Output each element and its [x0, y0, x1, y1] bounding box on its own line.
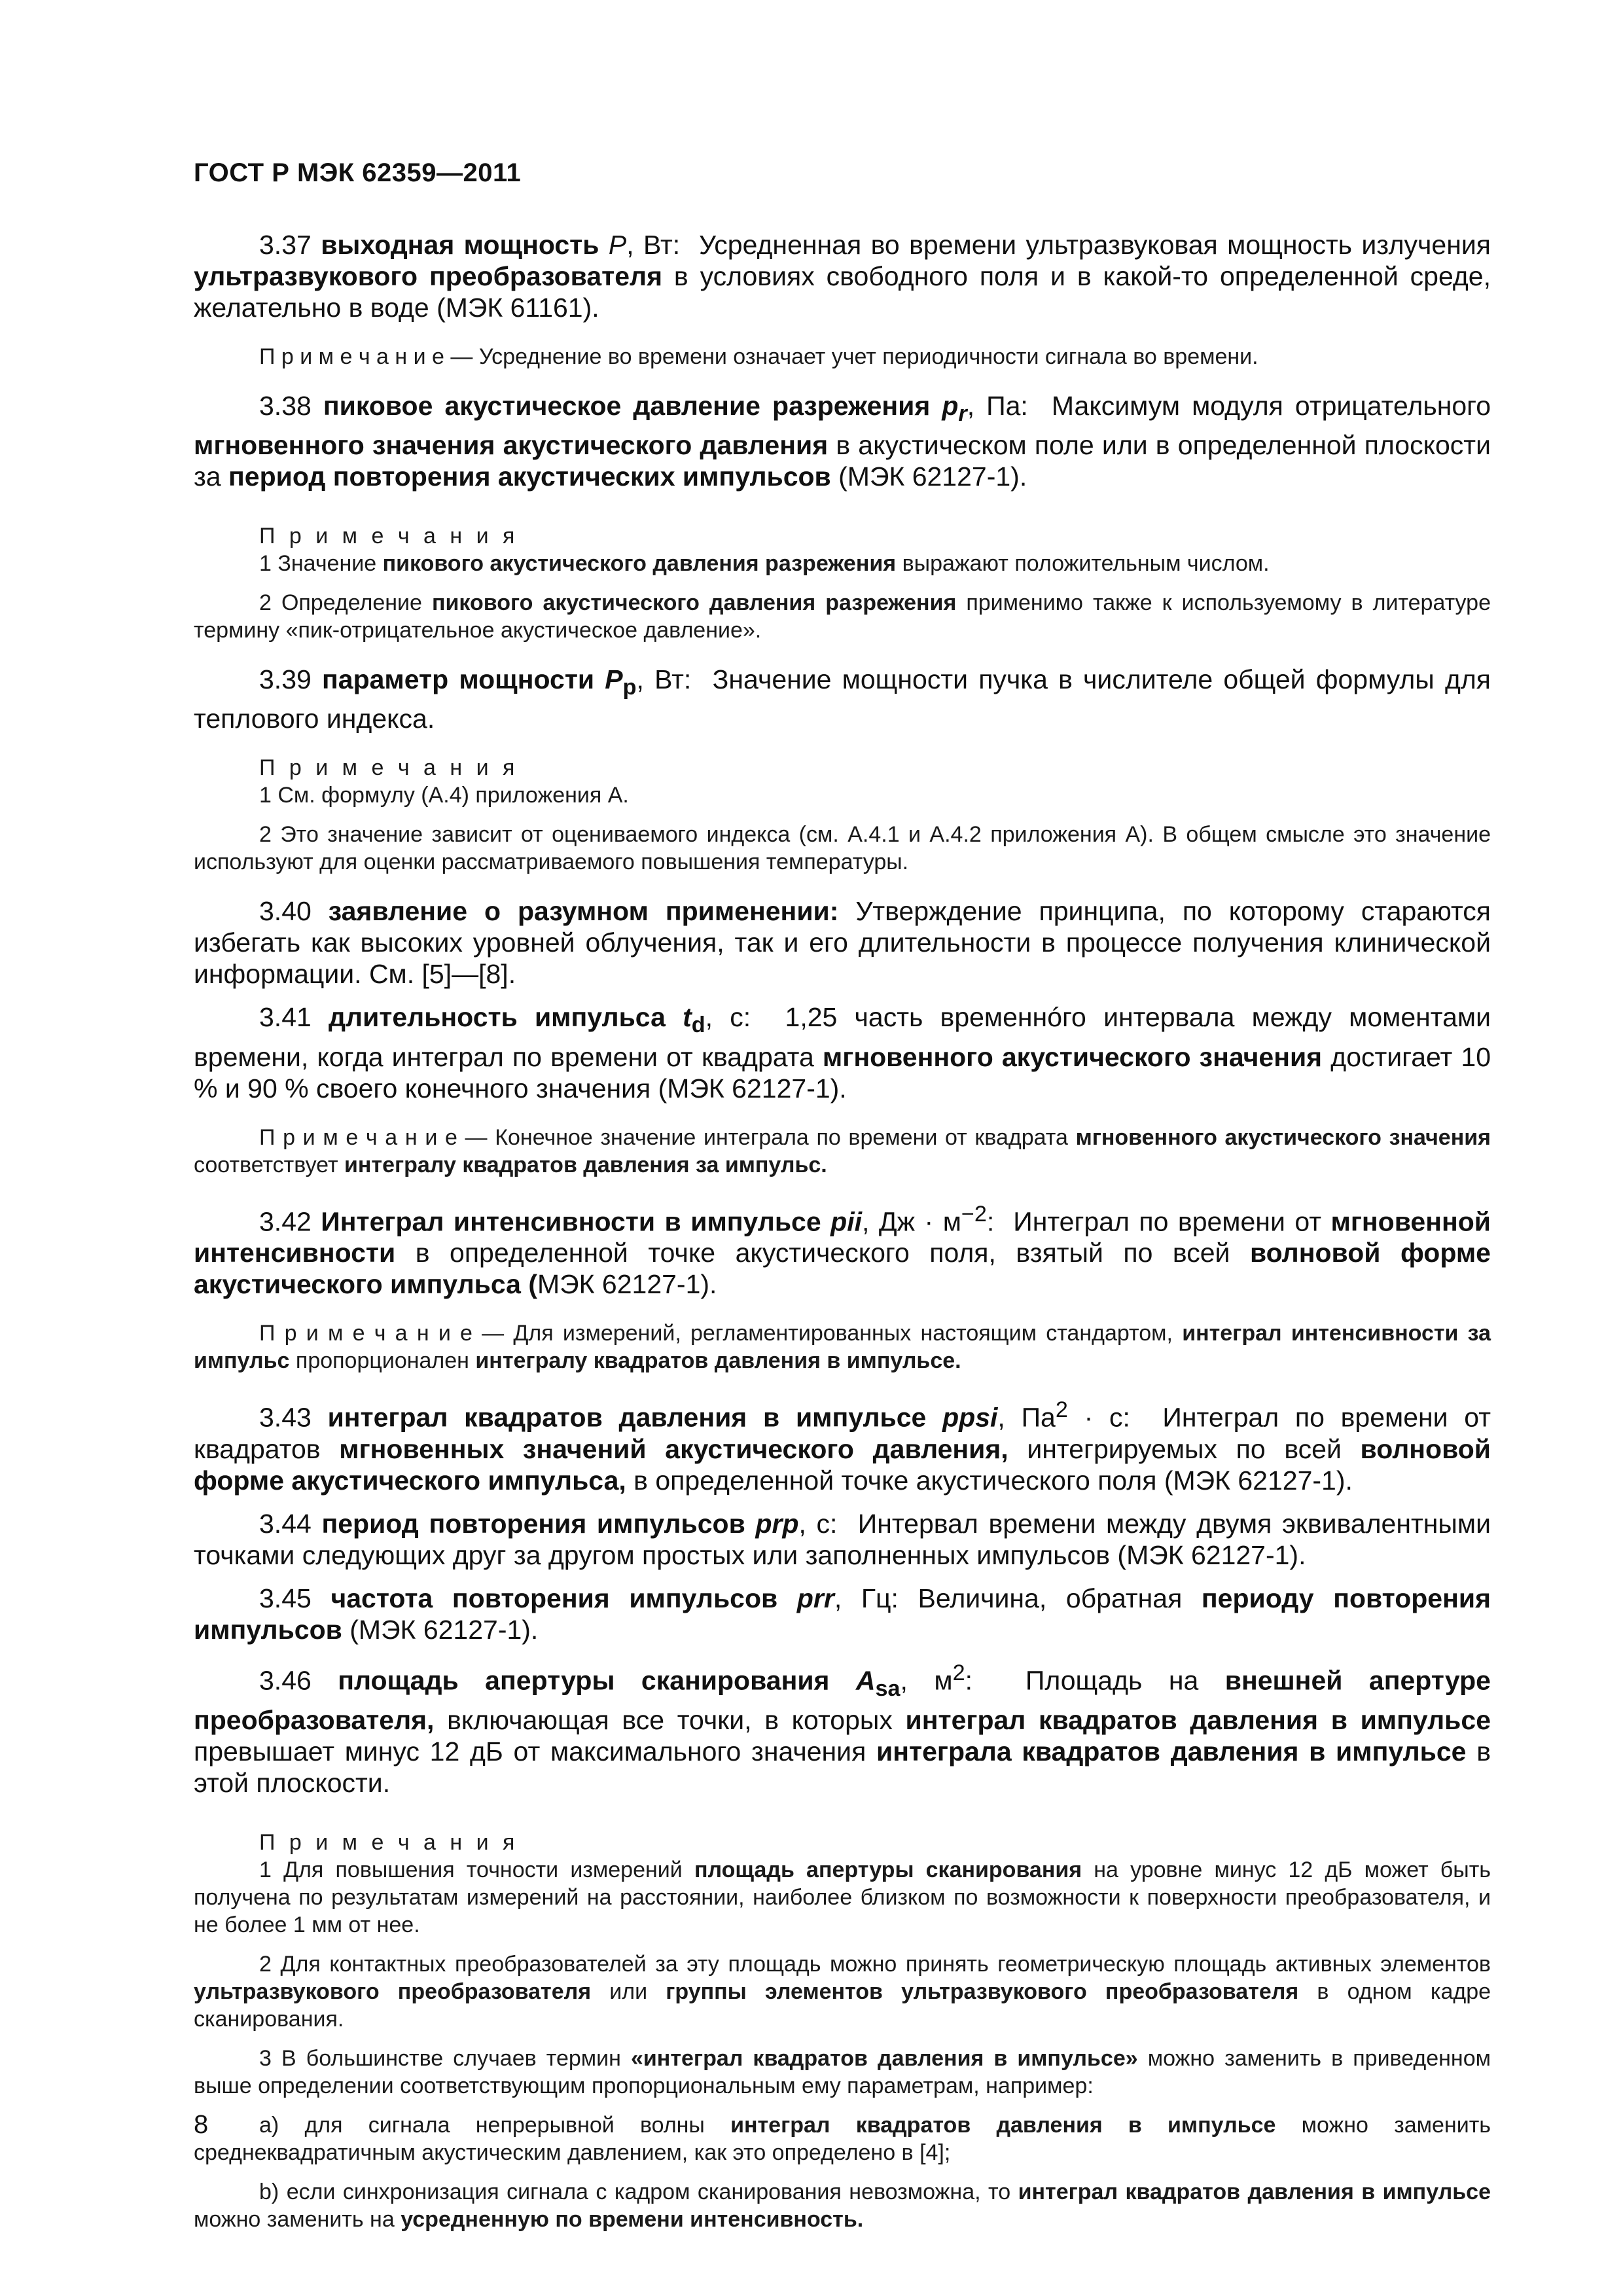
term-symbol: ppsi	[942, 1402, 998, 1433]
note-item: 2 Это значение зависит от оцениваемого индекса (см. А.4.1 и А.4.2 приложения А). В общем смысле это значение используют для оценки рассматриваемого повышения температуры.	[194, 822, 1491, 875]
term-name: Интеграл интенсивности в импульсе	[321, 1206, 831, 1237]
note-item: 1 См. формулу (А.4) приложения А.	[259, 783, 629, 808]
term-3-46: 3.46 площадь апертуры сканирования $A_{sa}$, $м^2$: Площадь на внешней апертуре преобразователя, включающая все точки, в которых интеграл квадратов давления в импульсе превышает минус 12 дБ от максимального значения интеграла квадратов давления в импульсе в этой плоскости.	[194, 1660, 1499, 1798]
term-name: площадь апертуры сканирования	[338, 1665, 856, 1696]
term-symbol: prp	[755, 1508, 799, 1539]
note-subitem-a: a) для сигнала непрерывной волны интеграл квадратов давления в импульсе можно заменить среднеквадратичным акустическим давлением, как это определено в [4];	[194, 2112, 1497, 2165]
term-name: параметр мощности	[322, 664, 605, 695]
term-reference: внешней апертуре преобразователя,	[194, 1665, 1499, 1735]
term-reference: интеграл квадратов давления в импульсе	[905, 1704, 1491, 1735]
term-name: частота повторения импульсов	[330, 1583, 797, 1613]
term-name: период повторения импульсов	[321, 1508, 756, 1539]
note-item: 1 Значение пикового акустического давления разрежения выражают положительным числом.	[259, 551, 1270, 577]
term-symbol-subscript: sa	[875, 1676, 901, 1701]
term-reference: мгновенного акустического значения	[822, 1041, 1323, 1072]
term-number: 3.46	[259, 1665, 338, 1696]
unit-exponent: 2	[1055, 1397, 1068, 1423]
standard-title: ГОСТ Р МЭК 62359—2011	[194, 158, 522, 187]
notes-label: П р и м е ч а н и я	[259, 1829, 519, 1855]
term-number: 3.44	[259, 1508, 322, 1539]
term-3-38: 3.38 пиковое акустическое давление разрежения $p_r$, Па: Максимум модуля отрицательного мгновенного значения акустического давления в акустическом поле или в определенной плоскости за период повторения акустических импульсов (МЭК 62127-1).	[194, 391, 1499, 492]
term-name: заявление о разумном применении:	[328, 896, 839, 927]
term-name: выходная мощность	[321, 230, 599, 260]
notes-label: П р и м е ч а н и я	[259, 755, 519, 781]
unit-exponent: 2	[952, 1660, 965, 1685]
term-symbol: A	[855, 1665, 876, 1696]
note-label: П р и м е ч а н и е	[259, 1321, 473, 1346]
note-item: 3 В большинстве случаев термин «интеграл квадратов давления в импульсе» можно заменить в приведенном выше определении соответствующим пропорциональным ему параметрам, например:	[194, 2045, 1497, 2098]
term-reference: период повторения акустических импульсов	[228, 461, 831, 492]
term-symbol-subscript: d	[691, 1013, 705, 1038]
note-subitem-b: b) если синхронизация сигнала с кадром сканирования невозможна, то интеграл квадратов давления в импульсе можно заменить на усредненную по времени интенсивность.	[194, 2179, 1497, 2232]
term-number: 3.40	[259, 896, 329, 927]
term-symbol-subscript: r	[958, 401, 967, 427]
term-reference: волновой форме акустического импульса (	[194, 1238, 1499, 1300]
note-item: 2 Для контактных преобразователей за эту площадь можно принять геометрическую площадь активных элементов ультразвукового преобразователя или группы элементов ультразвукового преобразователя в одном кадре сканирования.	[194, 1951, 1497, 2032]
term-symbol: P	[608, 230, 627, 260]
term-reference: периоду повторения импульсов	[194, 1583, 1499, 1645]
term-number: 3.43	[259, 1402, 328, 1433]
note-label: П р и м е ч а н и е	[259, 1124, 457, 1150]
term-symbol: P	[605, 664, 623, 695]
term-symbol-subscript: p	[622, 675, 637, 700]
term-number: 3.38	[259, 391, 323, 421]
notes-label: П р и м е ч а н и я	[259, 524, 519, 549]
term-reference: мгновенной интенсивности	[194, 1206, 1499, 1268]
note-3-42: П р и м е ч а н и е — Для измерений, регламентированных настоящим стандартом, интеграл интенсивности за импульс пропорционален интегралу квадратов давления в импульсе.	[194, 1321, 1497, 1374]
term-number: 3.41	[259, 1002, 329, 1033]
term-name: пиковое акустическое давление разрежения	[323, 391, 942, 421]
term-3-41: 3.41 длительность импульса $t_d$, с: 1,25 часть временнóго интервала между моментами времени, когда интеграл по времени от квадрата мгновенного акустического значения достигает 10 % и 90 % своего конечного значения (МЭК 62127-1).	[194, 1002, 1499, 1103]
term-number: 3.39	[259, 664, 322, 695]
term-reference: волновой форме акустического импульса,	[194, 1433, 1499, 1496]
term-symbol: p	[942, 391, 959, 421]
term-3-43: 3.43 интеграл квадратов давления в импульсе ppsi, $Па^2 \cdot с$: Интеграл по времени от квадратов мгновенных значений акустического давления, интегрируемых по всей волновой форме акустического импульса, в определенной точке акустического поля (МЭК 62127-1).	[194, 1397, 1499, 1496]
term-number: 3.42	[259, 1206, 321, 1237]
term-3-37: 3.37 выходная мощность P, Вт: Усредненная во времени ультразвуковая мощность излучения ультразвукового преобразователя в условиях свободного поля и в какой-то определенной среде, желательно в воде (МЭК 61161).	[194, 230, 1499, 323]
term-name: интеграл квадратов давления в импульсе	[327, 1402, 943, 1433]
term-reference: ультразвукового преобразователя	[194, 261, 662, 291]
term-3-39: 3.39 параметр мощности $P_p$, Вт: Значение мощности пучка в числителе общей формулы для теплового индекса.	[194, 664, 1499, 734]
term-number: 3.45	[259, 1583, 331, 1613]
note-item: 1 Для повышения точности измерений площадь апертуры сканирования на уровне минус 12 дБ может быть получена по результатам измерений на расстоянии, наиболее близком по возможности к поверхности преобразователя, и не более 1 мм от нее.	[194, 1857, 1497, 1937]
term-symbol: t	[683, 1002, 692, 1033]
unit-exponent: −2	[961, 1201, 987, 1227]
term-3-40: 3.40 заявление о разумном применении: Утверждение принципа, по которому стараются избегать как высоких уровней облучения, так и его длительности в процессе получения клинической информации. См. [5]—[8].	[194, 896, 1499, 990]
notes-3-39	[194, 754, 1491, 876]
note-item: 2 Определение пикового акустического давления разрежения применимо также к используемому в литературе термину «пик-отрицательное акустическое давление».	[194, 590, 1497, 643]
page-number: 8	[194, 2110, 209, 2139]
term-reference: интеграла квадратов давления в импульсе	[876, 1736, 1467, 1767]
term-name: длительность импульса	[329, 1002, 683, 1033]
term-reference: мгновенного значения акустического давления	[194, 430, 829, 461]
term-symbol: prr	[796, 1583, 834, 1613]
term-3-42: 3.42 Интеграл интенсивности в импульсе pii, Дж · $м^{-2}$: Интеграл по времени от мгновенной интенсивности в определенной точке акустического поля, взятый по всей волновой форме акустического импульса (МЭК 62127-1).	[194, 1201, 1499, 1300]
document-body	[194, 229, 1499, 2233]
note-3-41: П р и м е ч а н и е — Конечное значение интеграла по времени от квадрата мгновенного акустического значения соответствует интегралу квадратов давления за импульс.	[194, 1124, 1497, 1177]
notes-3-46	[194, 1829, 1497, 2233]
term-3-45: 3.45 частота повторения импульсов prr, Гц: Величина, обратная периоду повторения импульсов (МЭК 62127-1).	[194, 1583, 1499, 1645]
notes-3-38	[194, 522, 1497, 644]
note-3-37: П р и м е ч а н и е — Усреднение во времени означает учет периодичности сигнала во времени.	[259, 344, 1258, 369]
note-label: П р и м е ч а н и е	[259, 344, 444, 369]
term-number: 3.37	[259, 230, 321, 260]
term-reference: мгновенных значений акустического давления,	[339, 1433, 1008, 1464]
term-definition: , Вт: Усредненная во времени ультразвуковая мощность излучения	[626, 230, 1499, 260]
page-header	[194, 158, 521, 188]
term-3-44: 3.44 период повторения импульсов prp, с: Интервал времени между двумя эквивалентными точками следующих друг за другом простых или заполненных импульсов (МЭК 62127-1).	[194, 1508, 1499, 1570]
term-symbol: pii	[830, 1206, 862, 1237]
